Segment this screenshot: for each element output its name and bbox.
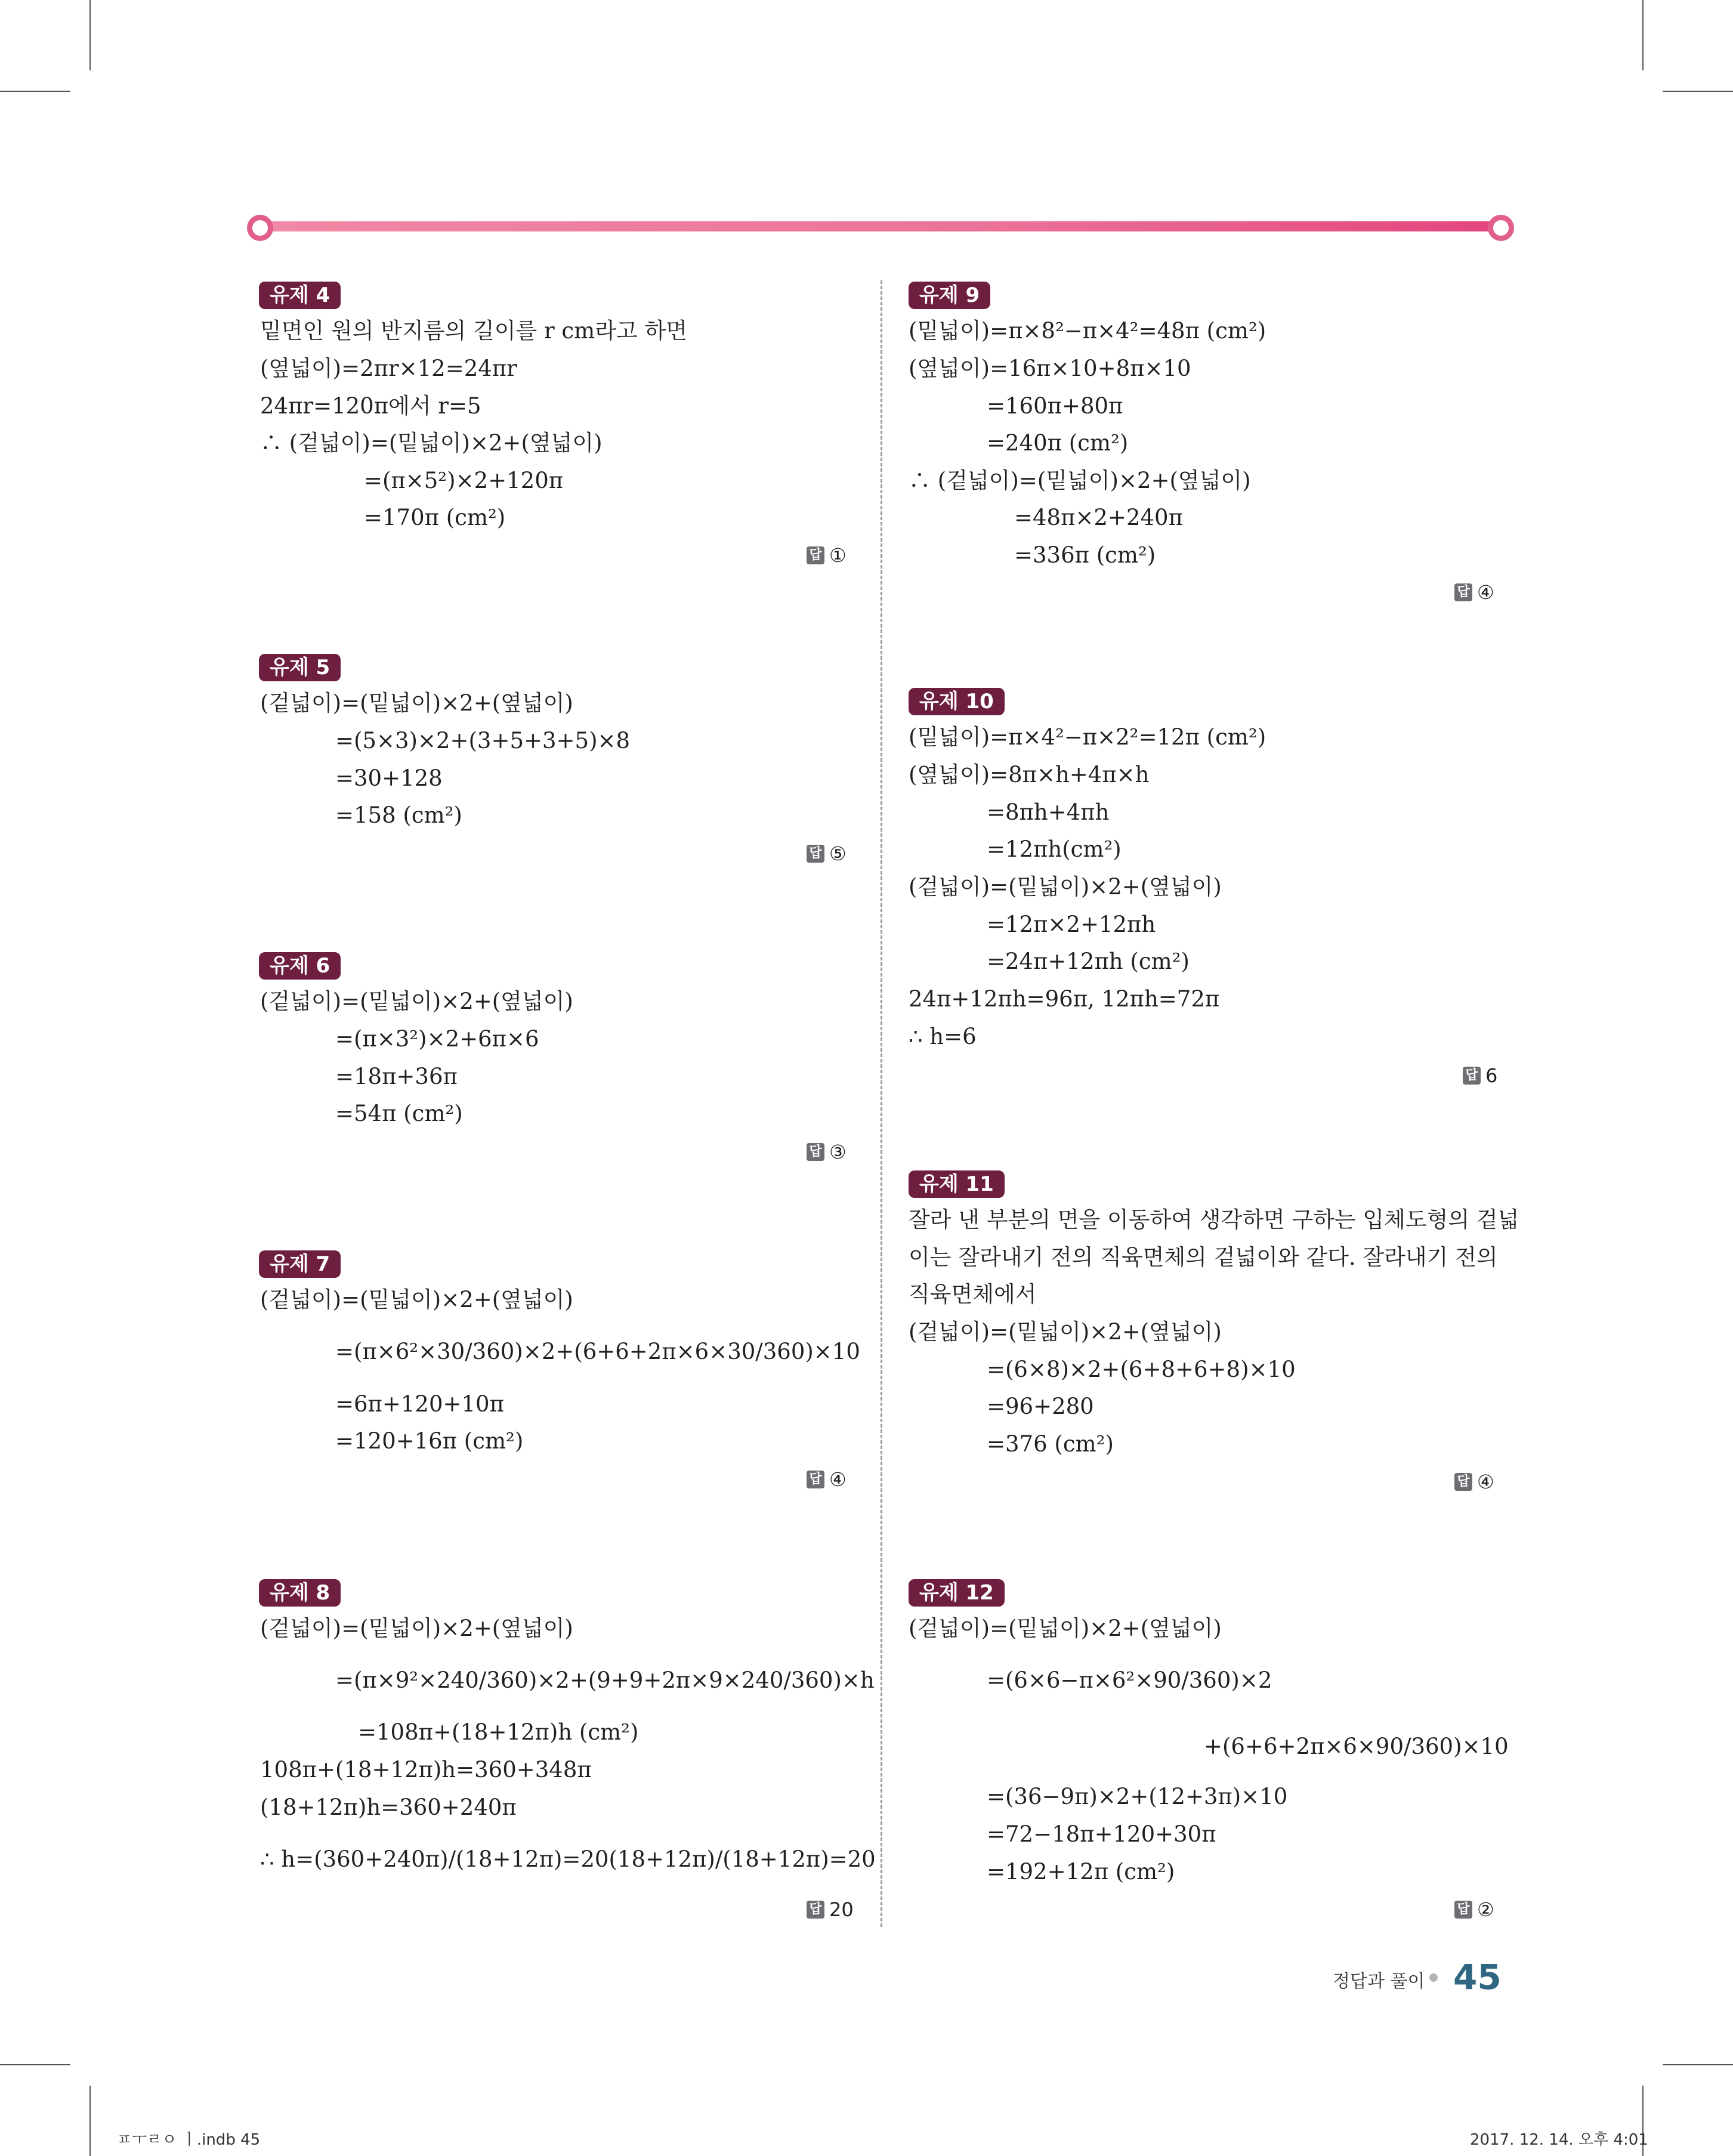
problem-badge: 유제 8 bbox=[259, 1579, 341, 1607]
solution-line: =24π+12πh (cm²) bbox=[987, 949, 1190, 974]
print-slug-date: 2017. 12. 14. 오후 4:01 bbox=[1470, 2131, 1648, 2149]
solution-line: =54π (cm²) bbox=[335, 1101, 463, 1126]
solution-line: (밑넓이)=π×4²−π×2²=12π (cm²) bbox=[909, 724, 1266, 750]
answer-icon: 답 bbox=[807, 1471, 824, 1488]
solution-line: =192+12π (cm²) bbox=[987, 1859, 1175, 1885]
answer-value: ⑤ bbox=[829, 842, 847, 865]
solution-line: =96+280 bbox=[987, 1394, 1094, 1419]
answer-icon: 답 bbox=[807, 1901, 824, 1919]
answer-icon: 답 bbox=[807, 1143, 824, 1161]
solution-line: 잘라 낸 부분의 면을 이동하여 생각하면 구하는 입체도형의 겉넓 bbox=[909, 1207, 1519, 1233]
answer-value: ④ bbox=[1477, 1471, 1494, 1493]
answer-value: ① bbox=[829, 544, 847, 567]
answer bbox=[807, 1468, 847, 1491]
solution-line: (겉넓이)=(밑넓이)×2+(옆넓이) bbox=[909, 1616, 1222, 1641]
solution-line: ∴ h=(360+240π)/(18+12π)=20(18+12π)/(18+12π)=20 bbox=[260, 1846, 876, 1872]
problem-badge: 유제 5 bbox=[259, 654, 341, 681]
answer bbox=[807, 544, 847, 567]
solution-line: =(π×9²×240/360)×2+(9+9+2π×9×240/360)×h bbox=[335, 1667, 875, 1693]
solution-line: =158 (cm²) bbox=[335, 802, 462, 828]
solution-line: =(6×6−π×6²×90/360)×2 bbox=[987, 1667, 1272, 1693]
answer bbox=[1454, 581, 1494, 604]
problem-badge: 유제 7 bbox=[259, 1250, 341, 1278]
solution-line: =8πh+4πh bbox=[987, 799, 1110, 825]
answer bbox=[1454, 1898, 1494, 1921]
solution-line: (겉넓이)=(밑넓이)×2+(옆넓이) bbox=[260, 690, 573, 716]
solution-line: (옆넓이)=2πr×12=24πr bbox=[260, 356, 517, 381]
answer-value: ② bbox=[1477, 1898, 1494, 1921]
column-divider bbox=[881, 280, 882, 1927]
answer-icon: 답 bbox=[1454, 583, 1472, 601]
solution-line: =12πh(cm²) bbox=[987, 836, 1122, 862]
answer-icon: 답 bbox=[1454, 1473, 1472, 1491]
header-dot-left bbox=[247, 215, 273, 241]
problem-badge: 유제 10 bbox=[909, 688, 1005, 715]
solution-line: =336π (cm²) bbox=[1014, 542, 1156, 568]
solution-line: =12π×2+12πh bbox=[987, 912, 1156, 937]
answer bbox=[1463, 1064, 1497, 1087]
solution-line: =170π (cm²) bbox=[364, 505, 506, 530]
crop-mark bbox=[89, 0, 91, 70]
solution-line: ∴ h=6 bbox=[909, 1024, 977, 1049]
answer-icon: 답 bbox=[1454, 1901, 1472, 1919]
solution-line: =(6×8)×2+(6+8+6+8)×10 bbox=[987, 1357, 1296, 1382]
solution-line: (겉넓이)=(밑넓이)×2+(옆넓이) bbox=[260, 1287, 573, 1312]
solution-line: =120+16π (cm²) bbox=[335, 1428, 524, 1454]
solution-line: 24πr=120π에서 r=5 bbox=[260, 393, 481, 419]
solution-line: 108π+(18+12π)h=360+348π bbox=[260, 1757, 592, 1783]
solution-line: =(π×5²)×2+120π bbox=[364, 468, 564, 493]
solution-line: (옆넓이)=8π×h+4π×h bbox=[909, 762, 1150, 787]
solution-line: =(π×3²)×2+6π×6 bbox=[335, 1026, 539, 1052]
solution-line: +(6+6+2π×6×90/360)×10 bbox=[1204, 1734, 1509, 1759]
solution-line: =30+128 bbox=[335, 765, 443, 791]
solution-line: (18+12π)h=360+240π bbox=[260, 1794, 517, 1820]
solution-line: =(5×3)×2+(3+5+3+5)×8 bbox=[335, 728, 631, 753]
answer bbox=[807, 1141, 847, 1163]
footer-section-label: 정답과 풀이 bbox=[1333, 1971, 1425, 1992]
answer bbox=[807, 1898, 854, 1921]
solution-line: =18π+36π bbox=[335, 1064, 458, 1089]
page-number: 45 bbox=[1453, 1957, 1502, 1997]
solution-line: =6π+120+10π bbox=[335, 1391, 504, 1417]
answer-icon: 답 bbox=[807, 546, 824, 564]
solution-line: (겉넓이)=(밑넓이)×2+(옆넓이) bbox=[260, 1616, 573, 1641]
answer-value: ④ bbox=[1477, 581, 1494, 604]
crop-mark bbox=[0, 2064, 70, 2065]
solution-line: ∴ (겉넓이)=(밑넓이)×2+(옆넓이) bbox=[260, 430, 603, 456]
solution-line: =108π+(18+12π)h (cm²) bbox=[358, 1719, 639, 1745]
answer-value: 6 bbox=[1485, 1064, 1498, 1087]
footer-dot bbox=[1429, 1973, 1438, 1982]
solution-line: =376 (cm²) bbox=[987, 1431, 1114, 1457]
solution-line: =48π×2+240π bbox=[1014, 505, 1183, 530]
solution-line: ∴ (겉넓이)=(밑넓이)×2+(옆넓이) bbox=[909, 468, 1251, 493]
crop-mark bbox=[1642, 0, 1644, 70]
answer bbox=[807, 842, 847, 865]
print-slug-file: ㅍㅜㄹㅇ ㅣ.indb 45 bbox=[117, 2131, 261, 2149]
solution-line: =72−18π+120+30π bbox=[987, 1821, 1216, 1847]
solution-line: (겉넓이)=(밑넓이)×2+(옆넓이) bbox=[909, 874, 1222, 900]
answer-value: 20 bbox=[829, 1898, 854, 1921]
solution-line: =(π×6²×30/360)×2+(6+6+2π×6×30/360)×10 bbox=[335, 1339, 860, 1364]
solution-line: =160π+80π bbox=[987, 393, 1123, 419]
header-bar bbox=[258, 221, 1502, 231]
answer-value: ④ bbox=[829, 1468, 847, 1491]
solution-line: 24π+12πh=96π, 12πh=72π bbox=[909, 986, 1220, 1012]
crop-mark bbox=[1663, 2064, 1733, 2065]
crop-mark bbox=[89, 2086, 91, 2156]
answer-icon: 답 bbox=[807, 845, 824, 863]
header-dot-right bbox=[1488, 215, 1514, 241]
crop-mark bbox=[0, 91, 70, 92]
answer bbox=[1454, 1471, 1494, 1493]
solution-line: =(36−9π)×2+(12+3π)×10 bbox=[987, 1784, 1288, 1809]
problem-badge: 유제 12 bbox=[909, 1579, 1005, 1607]
solution-line: (겉넓이)=(밑넓이)×2+(옆넓이) bbox=[909, 1319, 1222, 1345]
solution-line: (옆넓이)=16π×10+8π×10 bbox=[909, 356, 1191, 381]
solution-line: (밑넓이)=π×8²−π×4²=48π (cm²) bbox=[909, 318, 1266, 344]
solution-line: =240π (cm²) bbox=[987, 430, 1129, 456]
solution-line: 직육면체에서 bbox=[909, 1281, 1037, 1307]
solution-line: 이는 잘라내기 전의 직육면체의 겉넓이와 같다. 잘라내기 전의 bbox=[909, 1244, 1498, 1270]
problem-badge: 유제 9 bbox=[909, 282, 990, 309]
solution-line: 밑면인 원의 반지름의 길이를 r cm라고 하면 bbox=[260, 318, 687, 344]
problem-badge: 유제 4 bbox=[259, 282, 341, 309]
problem-badge: 유제 6 bbox=[259, 952, 341, 980]
solution-line: (겉넓이)=(밑넓이)×2+(옆넓이) bbox=[260, 989, 573, 1014]
answer-icon: 답 bbox=[1463, 1067, 1481, 1085]
answer-value: ③ bbox=[829, 1141, 847, 1163]
crop-mark bbox=[1663, 91, 1733, 92]
problem-badge: 유제 11 bbox=[909, 1170, 1005, 1198]
